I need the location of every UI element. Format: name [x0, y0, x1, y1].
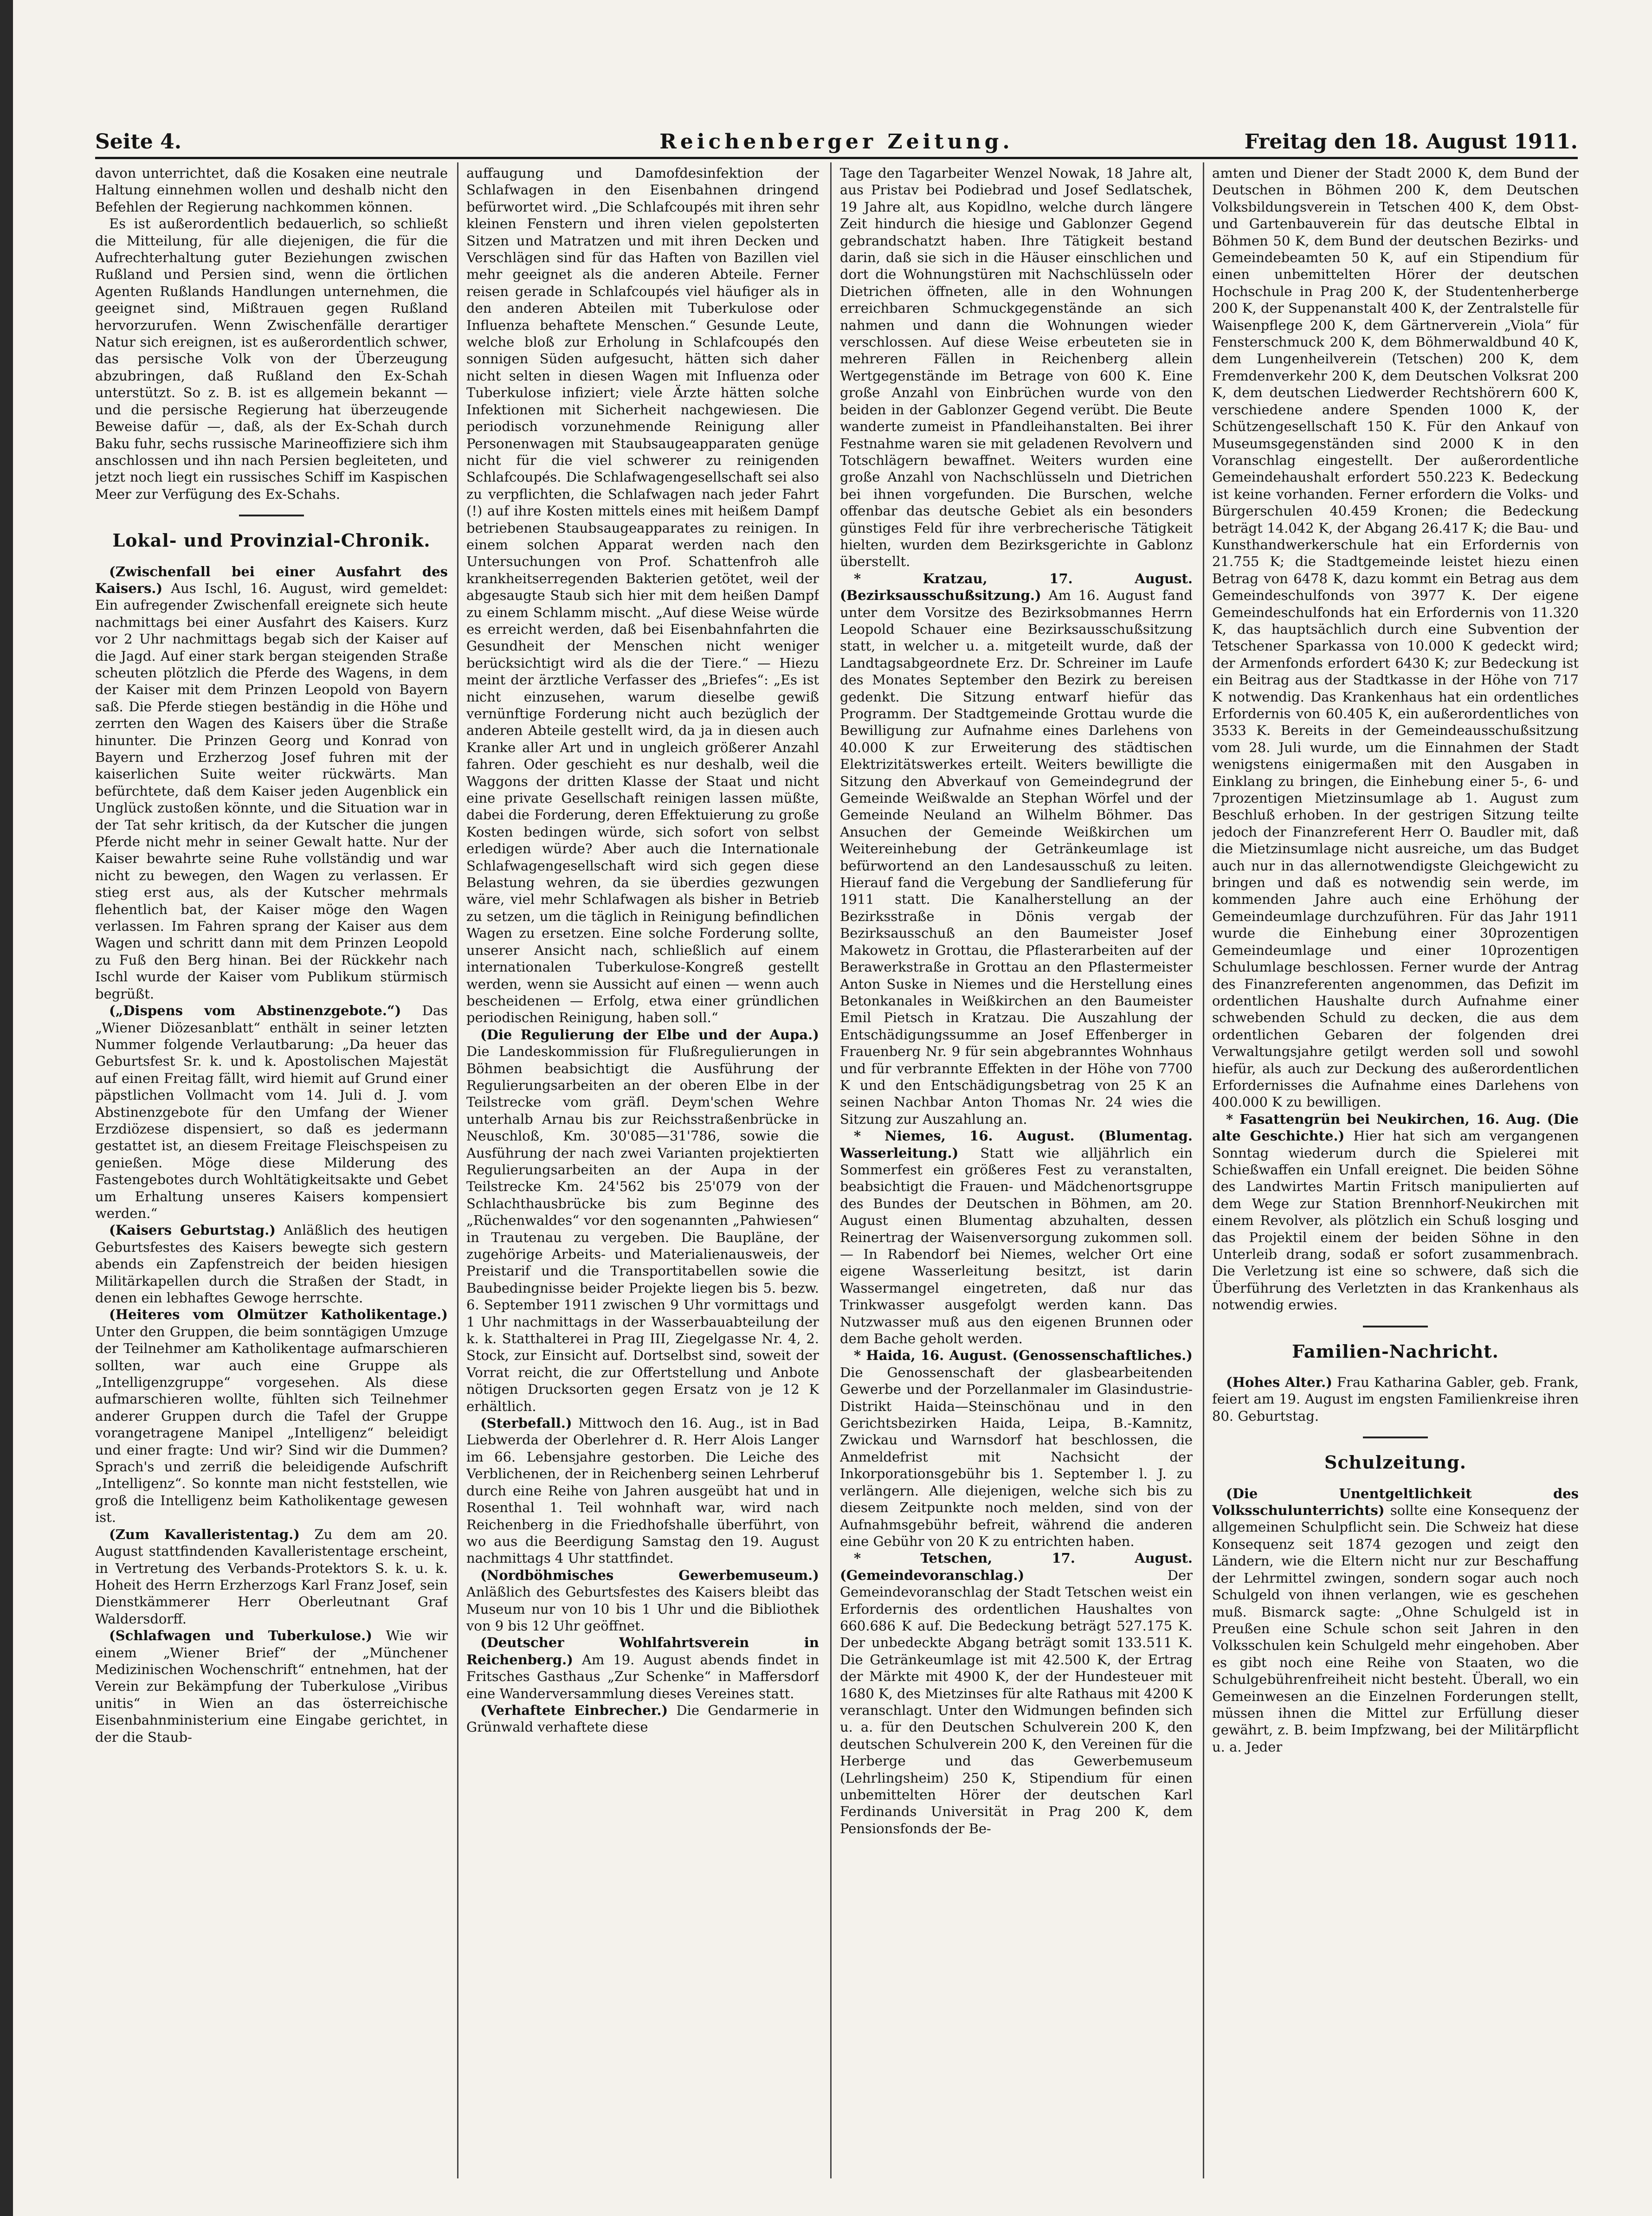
item-heading: (Schlafwagen und Tuberkulose.): [109, 1628, 372, 1644]
item-text: Am 16. August fand unter dem Vorsitze des Bezirksobmannes Herrn Leopold Schauer eine Bezirksausschußsitzung statt, in welcher u. a. mitgeteilt wurde, daß der Landtagsabgeordnete Erz. Dr. Schreiner im Laufe des Monates September den Bezirk zu bereisen gedenkt. Die Sitzung entwarf hiefür das Programm. Der Stadtgemeinde Grottau wurde die Bewilligung zur Aufnahme eines Darlehens von 40.000 K zur Erweiterung des städtischen Elektrizitätswerkes erteilt. Weiters bewilligte die Sitzung den Abverkauf von Gemeindegrund der Gemeinde Weißwalde an Stephan Wörfel und der Gemeinde Neuland an Wilhelm Böhmer. Das Ansuchen der Gemeinde Weißkirchen um Weitereinhebung der Getränkeumlage ist befürwortend an den Landesausschuß zu leiten. Hierauf fand die Vergebung der Sandlieferung für 1911 statt. Die Kanalherstellung an der Bezirksstraße in Dönis vergab der Bezirksausschuß an den Baumeister Josef Makowetz in Grottau, die Pflasterarbeiten auf der Berawerkstraße in Grottau an den Pflastermeister Anton Suske in Niemes und die Herstellung eines Betonkanales in Weißkirchen an den Baumeister Emil Pietsch in Kratzau. Die Auszahlung der Entschädigungssumme an Josef Effenberger in Frauenberg Nr. 9 für sein abgebranntes Wohnhaus und für verbrannte Effekten in der Höhe von 7700 K und den Entschädigungsbetrag von 25 K an seinen Nachbar Anton Thomas Nr. 24 wies die Sitzung zur Auszahlung an.: [840, 587, 1193, 1127]
page-header: [95, 125, 1578, 158]
item-text: sollte eine Konsequenz der allgemeinen Schulpflicht sein. Die Schweiz hat diese Konsequenz seit 1874 gezogen und zeigt den Ländern, wie die Eltern nicht nur zur Beschaffung der Lehrmittel zwingen, sondern sogar auch noch Schulgeld von ihnen verlangen, wie es geschehen muß. Bismarck sagte: „Ohne Schulgeld ist in Preußen eine Schule schon seit Jahren in den Volksschulen kein Schulgeld mehr eingehoben. Aber es gibt noch eine Reihe von Staaten, wo die Schulgebührenfreiheit nicht besteht. Überall, wo ein Gemeinwesen an die Einzelnen Forderungen stellt, müssen ihnen die Mittel zur Erfüllung dieser gewährt, z. B. beim Impfzwang, bei der Militärpflicht u. a. Jeder: [1212, 1502, 1579, 1755]
article-paragraph: Tage den Tagarbeiter Wenzel Nowak, 18 Jahre alt, aus Pristav bei Podiebrad und Josef Sedlatschek, 19 Jahre alt, aus Kopidlno, welche durch längere Zeit hindurch die hiesige und Gablonzer Gegend gebrandschatzt haben. Ihre Tätigkeit bestand darin, daß sie sich in die Häuser einschlichen und dort die Wohnungstüren mit Nachschlüsseln oder Dietrichen öffneten, alle in den Wohnungen erreichbaren Schmuckgegenstände an sich nahmen und dann die Wohnungen wieder verschlossen. Auf diese Weise erbeuteten sie in mehreren Fällen in Reichenberg allein Wertgegenstände im Betrage von 600 K. Eine große Anzahl von Einbrüchen wurde von den beiden in der Gablonzer Gegend verübt. Die Beute wanderte zumeist in Pfandleihanstalten. Bei ihrer Festnahme waren sie mit geladenen Revolvern und Totschlägern bewaffnet. Weiters wurden eine große Anzahl von Nachschlüsseln und Dietrichen bei ihnen vorgefunden. Die Burschen, welche offenbar das deutsche Gebiet als ein besonders günstiges Feld für ihre verbrecherische Tätigkeit hielten, wurden dem Bezirksgerichte in Gablonz überstellt.: [840, 165, 1193, 570]
item-heading: (Die Regulierung der Elbe und der Aupa.): [480, 1026, 819, 1043]
news-item: [95, 1002, 448, 1222]
item-text: Hier hat sich am vergangenen Sonntag wiederum durch die Spielerei mit Schießwaffen ein Unfall ereignet. Die beiden Söhne des Landwirtes Martin Fritsch manipulierten auf dem Wege zur Station Brennhorf-Neukirchen mit einem Revolver, als plötzlich ein Schuß losging und das Projektil einem der beiden Söhne in den Unterleib drang, sodaß er sofort zusammenbrach. Die Verletzung ist eine so schwere, daß sich die Überführung des Verletzten in das Krankenhaus als notwendig erwies.: [1212, 1128, 1579, 1313]
divider: [1363, 1326, 1428, 1327]
column-2: [466, 165, 819, 2178]
item-heading: * Niemes, 16. August. (Blumentag. Wasserleitung.): [840, 1128, 1193, 1161]
item-text: Unter den Gruppen, die beim sonntägigen Umzuge der Teilnehmer am Katholikentage aufmarschieren sollten, war auch eine Gruppe als „Intelligenzgruppe“ vorgesehen. Als diese aufmarschieren wollte, fühlten sich Teilnehmer anderer Gruppen durch die Tafel der Gruppe vorangetragene Manipel „Intelligenz“ beleidigt und einer fragte: Und wir? Sind wir die Dummen? Sprach's und zerriß die beleidigende Aufschrift „Intelligenz“. So konnte man nicht feststellen, wie groß die Intelligenz beim Katholikentage gewesen ist.: [95, 1323, 448, 1526]
item-text: Am 19. August abends findet in Fritsches Gasthaus „Zur Schenke“ in Maffersdorf eine Wanderversammlung dieses Vereines statt.: [466, 1651, 819, 1701]
item-text: Wie wir einem „Wiener Brief“ der „Münchener Medizinischen Wochenschrift“ entnehmen, hat der Verein zur Bekämpfung der Tuberkulose „Viribus unitis“ in Wien an das österreichische Eisenbahnministerium eine Eingabe gerichtet, in der die Staub-: [95, 1628, 448, 1745]
news-item: [466, 1026, 819, 1415]
news-item: [840, 1347, 1193, 1550]
item-text: Der Gemeindevoranschlag der Stadt Tetschen weist ein Erfordernis des ordentlichen Haushaltes von 660.686 K auf. Die Bedeckung beträgt 527.175 K. Der unbedeckte Abgang beträgt somit 133.511 K. Die Getränkeumlage ist mit 42.500 K, der Ertrag der Märkte mit 4900 K, der der Hundesteuer mit 1680 K, des Mietzinses für alte Rathaus mit 4200 K veranschlagt. Unter den Widmungen befinden sich u. a. für den Deutschen Schulverein 200 K, den deutschen Schulverein 200 K, den Vereinen für die Herberge und das Gewerbemuseum (Lehrlingsheim) 250 K, Stipendium für einen unbemittelten Hörer der deutschen Karl Ferdinands Universität in Prag 200 K, dem Pensionsfonds der Be-: [840, 1567, 1193, 1836]
item-text: Zu dem am 20. August stattfindenden Kavalleristentage erscheint, in Vertretung des Verbands-Protektors S. k. u. k. Hoheit des Herrn Erzherzogs Karl Franz Josef, sein Dienstkämmerer Herr Oberleutnant Graf Waldersdorff.: [95, 1526, 448, 1627]
item-heading: (Verhaftete Einbrecher.): [480, 1702, 668, 1718]
news-item: [95, 563, 448, 1003]
item-text: Die Genossenschaft der glasbearbeitenden Gewerbe und der Porzellanmaler im Glasindustrie-Distrikt Haida—Steinschönau und in den Gerichtsbezirken Haida, Leipa, B.-Kamnitz, Zwickau und Warnsdorf hat beschlossen, die Anmeldefrist mit Nachsicht der Inkorporationsgebühr bis 1. September l. J. zu verlängern. Alle diejenigen, welche sich bis zu diesem Zeitpunkte noch melden, sind von der Aufnahmsgebühr befreit, während die anderen eine Gebühr von 20 K zu entrichten haben.: [840, 1364, 1193, 1549]
item-text: Die Gendarmerie in Grünwald verhaftete diese: [466, 1702, 819, 1735]
item-text: Statt wie alljährlich ein Sommerfest ein größeres Fest zu veranstalten, beabsichtigt die Frauen- und Mädchenortsgruppe des Bundes der Deutschen in Böhmen, am 20. August einen Blumentag abzuhalten, dessen Reinertrag der Waisenversorgung zukommen soll. — In Rabendorf bei Niemes, welcher Ort eine eigene Wasserleitung besitzt, ist darin Wassermangel eingetreten, daß nur das Trinkwasser ausgefolgt werden kann. Das Nutzwasser muß aus den eigenen Brunnen oder dem Bache geholt werden.: [840, 1145, 1193, 1347]
column-rule: [457, 162, 458, 2178]
item-heading: (Kaisers Geburtstag.): [109, 1222, 276, 1238]
item-heading: (Deutscher Wohlfahrtsverein in Reichenberg.): [466, 1635, 819, 1668]
article-paragraph: auffaugung und Damofdesinfektion der Schlafwagen in den Eisenbahnen dringend befürwortet wird. „Die Schlafcoupés mit ihren sehr kleinen Fenstern und ihren vielen gepolsterten Sitzen und Matratzen und mit ihren Decken und Verschlägen sind für das Haften von Bazillen viel mehr geeignet als die anderen Abteile. Ferner reisen gerade in Schlafcoupés viel häufiger als in den anderen Abteilen mit Tuberkulose oder Influenza behaftete Menschen.“ Gesunde Leute, welche bloß zur Erholung in Schlafcoupés den sonnigen Süden aufgesucht, hätten sich daher nicht selten in diesen Wagen mit Influenza oder Tuberkulose infiziert; viele Ärzte hätten solche Infektionen mit Sicherheit nachgewiesen. Die periodisch vorzunehmende Reinigung aller Personenwagen mit Staubsaugeapparaten genüge nicht für die viel schwerer zu reinigenden Schlafcoupés. Die Schlafwagengesellschaft sei also zu verpflichten, die Schlafwagen nach jeder Fahrt (!) auf ihre Kosten mittels eines mit heißem Dampf betriebenen Staubsaugeapparates zu reinigen. In einem solchen Apparat werden nach den Untersuchungen von Prof. Schattenfroh alle krankheitserregenden Bakterien getötet, weil der abgesaugte Staub sich hier mit dem heißen Dampf zu einem Schlamm mischt. „Auf diese Weise würde es erreicht werden, daß bei Eisenbahnfahrten die Gesundheit der Menschen nicht weniger berücksichtigt wird als die der Tiere.“ — Hiezu meint der ärztliche Verfasser des „Briefes“: „Es ist nicht einzusehen, warum dieselbe gewiß vernünftige Forderung nicht auch bezüglich der anderen Abteile gestellt wird, da ja in diesen auch Kranke aller Art und in ungleich größerer Anzahl fahren. Oder geschieht es nur deshalb, weil die Waggons der dritten Klasse der Staat und nicht eine private Gesellschaft reinigen lassen müßte, dabei die Forderung, deren Effektuierung zu große Kosten bedingen würde, sich sofort von selbst erledigen würde? Aber auch die Internationale Schlafwagengesellschaft wird sich gegen diese Belastung wehren, da sie überdies gezwungen wäre, viel mehr Schlafwagen als bisher in Betrieb zu setzen, um die täglich in Reinigung befindlichen Wagen zu ersetzen. Eine solche Forderung sollte, unserer Ansicht nach, schließlich auf einem internationalen Tuberkulose-Kongreß gestellt werden, wenn sie Aussicht auf einen — wenn auch bescheidenen — Erfolg, etwa einer gründlichen periodischen Reinigung, haben soll.“: [466, 165, 819, 1026]
article-paragraph: Es ist außerordentlich bedauerlich, so schließt die Mitteilung, für alle diejenigen, die für die Aufrechterhaltung guter Beziehungen zwischen Rußland und Persien sind, wenn die örtlichen Agenten Rußlands Handlungen unternehmen, die geeignet sind, Mißtrauen gegen Rußland hervorzurufen. Wenn Zwischenfälle derartiger Natur sich ereignen, ist es außerordentlich schwer, das persische Volk von der Überzeugung abzubringen, daß Rußland den Ex-Schah unterstützt. So z. B. ist es allgemein bekannt — und die persische Regierung hat überzeugende Beweise dafür —, daß, als der Ex-Schah durch Baku fuhr, sechs russische Marineoffiziere sich ihm anschlossen und ihn nach Persien begleiteten, und jetzt noch liegt ein russisches Schiff im Kaspischen Meer zur Verfügung des Ex-Schahs.: [95, 216, 448, 502]
news-item: [95, 1222, 448, 1306]
item-heading: (Nordböhmisches Gewerbemuseum.): [480, 1567, 819, 1583]
item-text: Die Landeskommission für Flußregulierungen in Böhmen beabsichtigt die Ausführung der Regulierungsarbeiten an der oberen Elbe in der Teilstrecke vom gräfl. Deym'schen Wehre unterhalb Arnau bis zur Reichsstraßenbrücke in Neuschloß, Km. 30'085—31'786, sowie die Ausführung der nach zwei Varianten projektierten Regulierungsarbeiten an der Aupa in der Teilstrecke Km. 24'562 bis 25'079 von der Schlachthausbrücke bis zum Beginne des „Rüchenwaldes“ vor den sogenannten „Pahwiesen“ in Trautenau zu vergeben. Die Baupläne, der zugehörige Arbeits- und Materialienausweis, der Preistarif und die Transportitabellen sowie die Baubedingnisse beider Projekte liegen bis 5. bezw. 6. September 1911 zwischen 9 Uhr vormittags und 1 Uhr nachmittags in der Wasserbauabteilung der k. k. Statthalterei in Prag III, Ziegelgasse Nr. 4, 2. Stock, zur Einsicht auf. Dortselbst sind, soweit der Vorrat reicht, die zur Offertstellung und Anbote nötigen Drucksorten gegen Ersatz von je 12 K erhältlich.: [466, 1044, 819, 1414]
column-rule: [1203, 162, 1204, 2178]
section-heading: Familien-Nachricht.: [1292, 1340, 1499, 1362]
issue-date: Freitag den 18. August 1911.: [1244, 130, 1578, 154]
scan-edge: [0, 0, 13, 2216]
newspaper-title: Reichenberger Zeitung.: [659, 130, 1013, 154]
news-item: [1212, 1111, 1579, 1314]
item-heading: (Zum Kavalleristentag.): [109, 1526, 300, 1542]
page-number: Seite 4.: [95, 130, 182, 154]
news-item: [840, 1550, 1193, 1837]
news-item: [840, 1127, 1193, 1347]
item-text: Frau Katharina Gabler, geb. Frank, feiert am 19. August im engsten Familienkreise ihren 80. Geburtstag.: [1212, 1374, 1579, 1424]
divider: [1363, 1437, 1428, 1438]
news-item: [466, 1702, 819, 1736]
column-1: [95, 165, 448, 2178]
item-heading: * Kratzau, 17. August. (Bezirksausschußsitzung.): [840, 570, 1193, 604]
item-text: Anläßlich des Geburtsfestes des Kaisers bleibt das Museum nur von 10 bis 1 Uhr und die Bibliothek von 9 bis 12 Uhr geöffnet.: [466, 1584, 819, 1634]
divider: [239, 515, 304, 516]
item-text: Anläßlich des heutigen Geburtsfestes des Kaisers bewegte sich gestern abends ein Zapfenstreich der beiden hiesigen Militärkapellen durch die Straßen der Stadt, in denen ein lebhaftes Gewoge herrschte.: [95, 1222, 448, 1306]
item-heading: * Tetschen, 17. August. (Gemeindevoranschlag.): [840, 1550, 1193, 1583]
item-heading: * Haida, 16. August. (Genossenschaftliches.): [854, 1347, 1193, 1364]
column-rule: [830, 162, 832, 2178]
header-rule: [95, 157, 1578, 159]
item-heading: (Hohes Alter.): [1226, 1374, 1332, 1391]
article-paragraph: davon unterrichtet, daß die Kosaken eine neutrale Haltung einnehmen wollen und deshalb nicht den Befehlen der Regierung nachkommen können.: [95, 165, 448, 215]
item-text: Aus Ischl, 16. August, wird gemeldet: Ein aufregender Zwischenfall ereignete sich heute nachmittags bei einer Ausfahrt des Kaisers. Kurz vor 2 Uhr nachmittags begab sich der Kaiser auf die Jagd. Auf einer stark bergan steigenden Straße scheuten plötzlich die Pferde des Wagens, in dem der Kaiser mit dem Prinzen Leopold von Bayern saß. Die Pferde stiegen beständig in die Höhe und zerrten den Wagen des Kaisers über die Straße hinunter. Die Prinzen Georg und Konrad von Bayern und Erzherzog Josef fuhren mit der kaiserlichen Suite weiter rückwärts. Man befürchtete, daß dem Kaiser jeden Augenblick ein Unglück zustoßen könnte, und die Situation war in der Tat sehr kritisch, da der Kutscher die jungen Pferde nicht mehr in seiner Gewalt hatte. Nur der Kaiser bewahrte seine Ruhe vollständig und war nicht zu bewegen, den Wagen zu verlassen. Er stieg erst aus, als der Kutscher mehrmals flehentlich bat, der Kaiser möge den Wagen verlassen. Im Fahren sprang der Kaiser aus dem Wagen und schritt dann mit dem Prinzen Leopold zu Fuß den Berg hinan. Bei der Rückkehr nach Ischl wurde der Kaiser vom Publikum stürmisch begrüßt.: [95, 580, 448, 1002]
column-4: [1212, 165, 1579, 2178]
item-heading: (Die Unentgeltlichkeit des Volksschulunterrichts): [1212, 1485, 1579, 1519]
news-item: [1212, 1374, 1579, 1424]
item-heading: * Fasattengrün bei Neukirchen, 16. Aug. (Die alte Geschichte.): [1212, 1111, 1579, 1144]
news-item: [95, 1526, 448, 1627]
column-3: [840, 165, 1193, 2178]
news-item: [840, 570, 1193, 1127]
section-heading: Lokal- und Provinzial-Chronik.: [112, 530, 431, 551]
article-paragraph: amten und Diener der Stadt 2000 K, dem Bund der Deutschen in Böhmen 200 K, dem Deutschen Volksbildungsverein in Tetschen 400 K, dem Obst- und Gartenbauverein für das deutsche Elbtal in Böhmen 50 K, dem Bund der deutschen Bezirks- und Gemeindebeamten 50 K, auf ein Stipendium für einen unbemittelten Hörer der deutschen Hochschule in Prag 200 K, der Studentenherberge 200 K, der Suppenanstalt 400 K, der Zentralstelle für Waisenpflege 200 K, dem Gärtnerverein „Viola“ für Fensterschmuck 200 K, dem Böhmerwaldbund 40 K, dem Lungenheilverein (Tetschen) 200 K, dem Fremdenverkehr 200 K, dem Deutschen Volksrat 200 K, dem deutschen Liedwerder Rechtshörern 600 K, verschiedene andere Spenden 1000 K, der Schützengesellschaft 150 K. Für den Ankauf von Museumsgegenständen sind 2000 K in den Voranschlag eingestellt. Der außerordentliche Gemeindehaushalt erfordert 550.223 K. Bedeckung ist keine vorhanden. Ferner erfordern die Volks- und Bürgerschulen 40.459 Kronen; die Bedeckung beträgt 14.042 K, der Abgang 26.417 K; die Bau- und Kunsthandwerkerschule hat ein Erfordernis von 21.755 K; die Stadtgemeinde leistet hiezu einen Betrag von 6478 K, dazu kommt ein Betrag aus dem Gemeindeschulfonds von 3977 K. Der eigene Gemeindeschulfonds hat ein Erfordernis von 11.320 K, das hauptsächlich durch eine Subvention der Tetschener Sparkassa von 10.000 K gedeckt wird; der Armenfonds erfordert 6430 K; zur Bedeckung ist ein Beitrag aus der Stadtkasse in der Höhe von 717 K notwendig. Das Krankenhaus hat ein ordentliches Erfordernis von 60.405 K, ein außerordentliches von 3533 K. Bereits in der Gemeindeausschußsitzung vom 28. Juli wurde, um die Einnahmen der Stadt wenigstens einigermaßen mit den Ausgaben in Einklang zu bringen, die Einhebung einer 5-, 6- und 7prozentigen Mietzinsumlage ab 1. August zum Beschluß erhoben. In der gestrigen Sitzung teilte jedoch der Finanzreferent Herr O. Baudler mit, daß die Mietzinsumlage nicht ausreiche, um das Budget auch nur in das allernotwendigste Gleichgewicht zu bringen und daß es notwendig sein werde, im kommenden Jahre auch eine Erhöhung der Gemeindeumlage durchzuführen. Für das Jahr 1911 wurde die Einhebung einer 30prozentigen Gemeindeumlage und einer 10prozentigen Schulumlage beschlossen. Ferner wurde der Antrag des Finanzreferenten angenommen, das Defizit im ordentlichen Haushalte durch Aufnahme einer schwebenden Schuld zu decken, die aus dem ordentlichen Gebaren der folgenden drei Verwaltungsjahre getilgt werden soll und sowohl hiefür, als auch zur Deckung des außerordentlichen Erfordernisses die Aufnahme eines Darlehens von 400.000 K zu bewilligen.: [1212, 165, 1579, 1110]
news-item: [95, 1627, 448, 1746]
item-heading: (Heiteres vom Olmützer Katholikentage.): [109, 1307, 448, 1323]
section-heading: Schulzeitung.: [1324, 1452, 1467, 1473]
item-text: Das „Wiener Diözesanblatt“ enthält in seiner letzten Nummer folgende Verlautbarung: „Da heuer das Geburtsfest Sr. k. und k. Apostolischen Majestät auf einen Freitag fällt, wird hiemit auf Grund einer päpstlichen Vollmacht vom 14. Juli d. J. vom Abstinenzgebote für den Umfang der Wiener Erzdiözese dispensiert, so daß es jedermann gestattet ist, an diesem Freitage Fleischspeisen zu genießen. Möge diese Milderung des Fastengebotes durch Wohltätigkeitsakte und Gebet um Erhaltung unseres Kaisers kompensiert werden.“: [95, 1003, 448, 1221]
news-item: [466, 1567, 819, 1635]
item-heading: („Dispens vom Abstinenzgebote.“): [109, 1003, 401, 1019]
item-heading: (Sterbefall.): [480, 1415, 572, 1431]
item-text: Mittwoch den 16. Aug., ist in Bad Liebwerda der Oberlehrer d. R. Herr Alois Langer im 66. Lebensjahre gestorben. Die Leiche des Verblichenen, der in Reichenberg seinen Lehrberuf durch eine Reihe von Jahren ausgeübt hat und in Rosenthal 1. Teil wohnhaft war, wird nach Reichenberg in die Friedhofshalle überführt, von wo aus die Beerdigung Samstag den 19. August nachmittags 4 Uhr stattfindet.: [466, 1415, 819, 1566]
news-item: [95, 1306, 448, 1526]
item-heading: (Zwischenfall bei einer Ausfahrt des Kaisers.): [95, 563, 448, 596]
news-item: [466, 1634, 819, 1702]
news-item: [466, 1415, 819, 1567]
news-item: [1212, 1485, 1579, 1756]
